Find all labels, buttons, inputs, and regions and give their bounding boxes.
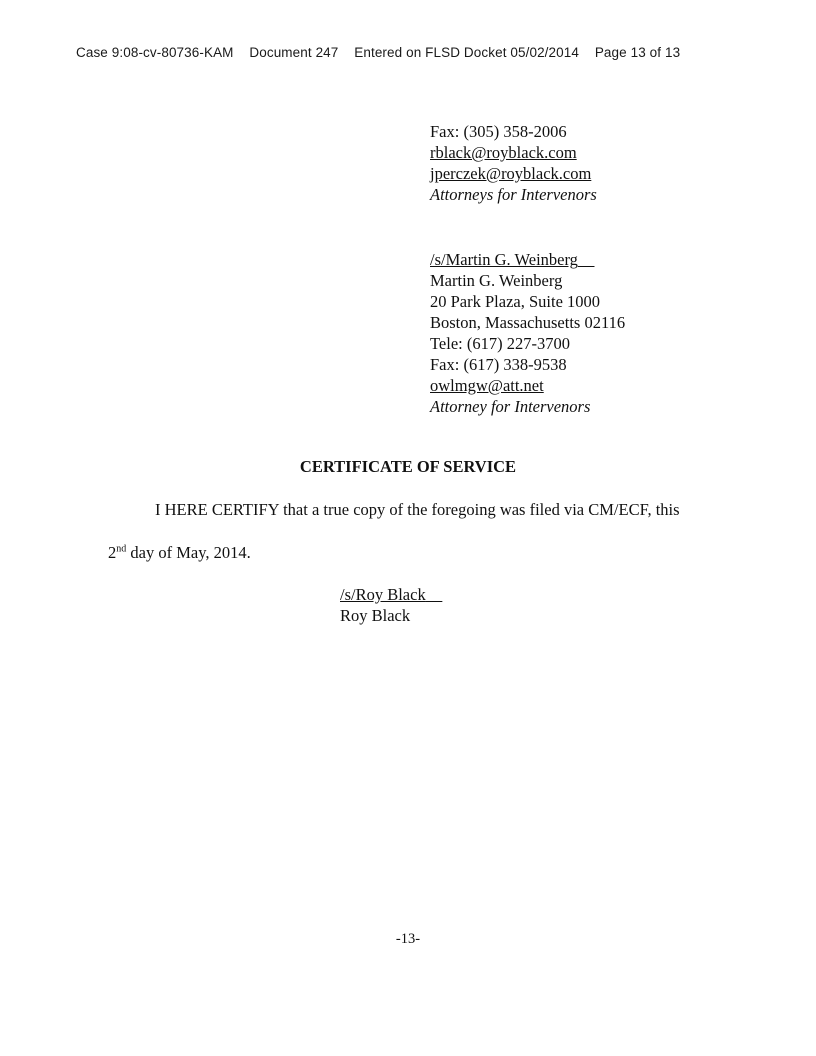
certificate-date-rest: day of May, 2014. bbox=[126, 543, 251, 562]
signature-roy-black: /s/Roy Black bbox=[340, 585, 426, 604]
fax-line: Fax: (617) 338-9538 bbox=[430, 355, 567, 374]
signature-weinberg: /s/Martin G. Weinberg bbox=[430, 250, 578, 269]
email-link-owlmgw[interactable]: owlmgw@att.net bbox=[430, 376, 544, 395]
certificate-signature-block bbox=[340, 584, 442, 626]
counsel-role: Attorney for Intervenors bbox=[430, 397, 591, 416]
docket-header bbox=[76, 45, 680, 60]
certificate-body-line-2 bbox=[108, 542, 251, 563]
certificate-day-suffix: nd bbox=[116, 543, 127, 555]
certificate-title bbox=[0, 457, 816, 477]
counsel-name: Martin G. Weinberg bbox=[430, 271, 563, 290]
case-number: Case 9:08-cv-80736-KAM bbox=[76, 45, 234, 60]
signer-name: Roy Black bbox=[340, 606, 411, 625]
certificate-title-text: CERTIFICATE OF SERVICE bbox=[299, 457, 517, 476]
address-line-2: Boston, Massachusetts 02116 bbox=[430, 313, 626, 332]
counsel-block-roy-black bbox=[430, 121, 597, 205]
counsel-role: Attorneys for Intervenors bbox=[430, 185, 597, 204]
page-count: Page 13 of 13 bbox=[594, 45, 681, 60]
fax-line: Fax: (305) 358-2006 bbox=[430, 122, 567, 141]
docket-entry: Entered on FLSD Docket 05/02/2014 bbox=[354, 45, 579, 60]
counsel-block-weinberg bbox=[430, 249, 625, 417]
page-number: -13- bbox=[395, 931, 421, 947]
email-link-jperczek[interactable]: jperczek@royblack.com bbox=[430, 164, 592, 183]
document-number: Document 247 bbox=[249, 45, 339, 60]
certificate-body-line-1: I HERE CERTIFY that a true copy of the foregoing was filed via CM/ECF, this bbox=[155, 500, 680, 519]
address-line-1: 20 Park Plaza, Suite 1000 bbox=[430, 292, 601, 311]
certificate-day: 2 bbox=[108, 543, 117, 562]
tele-line: Tele: (617) 227-3700 bbox=[430, 334, 570, 353]
email-link-rblack[interactable]: rblack@royblack.com bbox=[430, 143, 577, 162]
